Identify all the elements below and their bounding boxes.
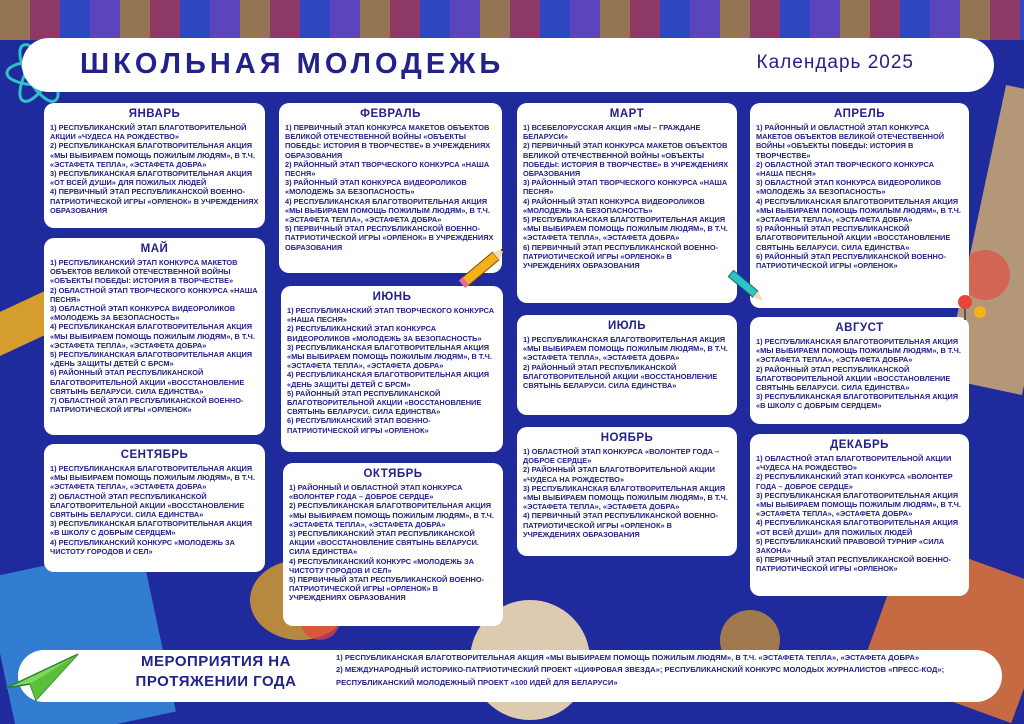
- list-item: 4) РЕСПУБЛИКАНСКАЯ БЛАГОТВОРИТЕЛЬНАЯ АКЦИЯ «ДЕНЬ ЗАЩИТЫ ДЕТЕЙ С БРСМ»: [287, 370, 490, 389]
- month-title: МАЙ: [140, 243, 169, 255]
- list-item: 4) РЕСПУБЛИКАНСКИЙ КОНКУРС «МОЛОДЕЖЬ ЗА ЧИСТОТУ ГОРОДОВ И СЕЛ»: [289, 556, 474, 575]
- month-title: НОЯБРЬ: [600, 432, 654, 444]
- calendar-year-label: Календарь 2025: [756, 52, 914, 73]
- list-item: 2) РАЙОННЫЙ ЭТАП РЕСПУБЛИКАНСКОЙ БЛАГОТВОРИТЕЛЬНОЙ АКЦИИ «ВОССТАНОВЛЕНИЕ СВЯТЫНЬ БЕЛАРУСИ. СИЛА ЕДИНСТВА»: [523, 362, 718, 391]
- list-item: 4) РЕСПУБЛИКАНСКИЙ КОНКУРС «МОЛОДЕЖЬ ЗА ЧИСТОТУ ГОРОДОВ И СЕЛ»: [50, 537, 235, 556]
- list-item: 4) РЕСПУБЛИКАНСКАЯ БЛАГОТВОРИТЕЛЬНАЯ АКЦИЯ «ОТ ВСЕЙ ДУШИ» ДЛЯ ПОЖИЛЫХ ЛЮДЕЙ: [756, 518, 959, 537]
- list-item: 1) РЕСПУБЛИКАНСКАЯ БЛАГОТВОРИТЕЛЬНАЯ АКЦИЯ «МЫ ВЫБИРАЕМ ПОМОЩЬ ПОЖИЛЫМ ЛЮДЯМ», В Т.Ч. «ЭСТАФЕТА ТЕПЛА», «ЭСТАФЕТА ДОБРА»: [523, 335, 728, 363]
- page-title: ШКОЛЬНАЯ МОЛОДЕЖЬ: [80, 48, 505, 80]
- list-item: 3) РЕСПУБЛИКАНСКАЯ БЛАГОТВОРИТЕЛЬНАЯ АКЦИЯ «МЫ ВЫБИРАЕМ ПОМОЩЬ ПОЖИЛЫМ ЛЮДЯМ», В Т.Ч. «ЭСТАФЕТА ТЕПЛА», «ЭСТАФЕТА ДОБРА»: [523, 483, 728, 512]
- list-item: 2) РЕСПУБЛИКАНСКИЙ ЭТАП КОНКУРСА ВИДЕОРОЛИКОВ «МОЛОДЕЖЬ ЗА БЕЗОПАСНОСТЬ»: [287, 324, 482, 343]
- list-item: 6) ПЕРВИЧНЫЙ ЭТАП РЕСПУБЛИКАНСКОЙ ВОЕННО-ПАТРИОТИЧЕСКОЙ ИГРЫ «ОРЛЕНОК» В УЧРЕЖДЕНИЯХ ОБРАЗОВАНИЯ: [523, 242, 719, 271]
- list-item: 5) РАЙОННЫЙ ЭТАП РЕСПУБЛИКАНСКОЙ БЛАГОТВОРИТЕЛЬНОЙ АКЦИИ «ВОССТАНОВЛЕНИЕ СВЯТЫНЬ БЕЛАРУСИ. СИЛА ЕДИНСТВА»: [756, 224, 951, 252]
- month-card-march: [517, 103, 737, 303]
- list-item: 2) ОБЛАСТНОЙ ЭТАП РЕСПУБЛИКАНСКОЙ БЛАГОТВОРИТЕЛЬНОЙ АКЦИИ «ВОССТАНОВЛЕНИЕ СВЯТЫНЬ БЕЛАРУСИ. СИЛА ЕДИНСТВА»: [50, 491, 245, 520]
- list-item: 2) РАЙОННЫЙ ЭТАП БЛАГОТВОРИТЕЛЬНОЙ АКЦИИ «ЧУДЕСА НА РОЖДЕСТВО»: [523, 465, 715, 484]
- list-item: 1) РАЙОННЫЙ И ОБЛАСТНОЙ ЭТАП КОНКУРСА МАКЕТОВ ОБЪЕКТОВ ВЕЛИКОЙ ОТЕЧЕСТВЕННОЙ ВОЙНЫ «ОБЪЕКТЫ ПОБЕДЫ: ИСТОРИЯ В ТВОРЧЕСТВЕ»: [756, 123, 945, 160]
- month-title: АПРЕЛЬ: [833, 108, 886, 120]
- month-title: СЕНТЯБРЬ: [120, 449, 189, 461]
- list-item: 4) ПЕРВИЧНЫЙ ЭТАП РЕСПУБЛИКАНСКОЙ ВОЕННО-ПАТРИОТИЧЕСКОЙ ИГРЫ «ОРЛЕНОК» В УЧРЕЖДЕНИЯХ ОБРАЗОВАНИЯ: [523, 511, 719, 539]
- list-item: 1) РЕСПУБЛИКАНСКАЯ БЛАГОТВОРИТЕЛЬНАЯ АКЦИЯ «МЫ ВЫБИРАЕМ ПОМОЩЬ ПОЖИЛЫМ ЛЮДЯМ», В Т.Ч. «ЭСТАФЕТА ТЕПЛА», «ЭСТАФЕТА ДОБРА»: [756, 337, 961, 365]
- list-item: 7) ОБЛАСТНОЙ ЭТАП РЕСПУБЛИКАНСКОЙ ВОЕННО-ПАТРИОТИЧЕСКОЙ ИГРЫ «ОРЛЕНОК»: [50, 396, 244, 415]
- list-item: 5) ПЕРВИЧНЫЙ ЭТАП РЕСПУБЛИКАНСКОЙ ВОЕННО-ПАТРИОТИЧЕСКОЙ ИГРЫ «ОРЛЁНОК» В УЧРЕЖДЕНИЯХ ОБРАЗОВАНИЯ: [285, 224, 494, 252]
- list-item: 6) РАЙОННЫЙ ЭТАП РЕСПУБЛИКАНСКОЙ ВОЕННО-ПАТРИОТИЧЕСКОЙ ИГРЫ «ОРЛЕНОК»: [756, 251, 947, 271]
- month-card-november: [517, 427, 737, 556]
- month-card-april: [750, 103, 969, 308]
- list-item: 3) РЕСПУБЛИКАНСКАЯ БЛАГОТВОРИТЕЛЬНАЯ АКЦИЯ «В ШКОЛУ С ДОБРЫМ СЕРДЦЕМ»: [756, 392, 959, 411]
- list-item: 5) РАЙОННЫЙ ЭТАП РЕСПУБЛИКАНСКОЙ БЛАГОТВОРИТЕЛЬНОЙ АКЦИИ «ВОССТАНОВЛЕНИЕ СВЯТЫНЬ БЕЛАРУСИ. СИЛА ЕДИНСТВА»: [287, 388, 482, 417]
- month-title: МАРТ: [609, 108, 645, 120]
- list-item: 4) РЕСПУБЛИКАНСКАЯ БЛАГОТВОРИТЕЛЬНАЯ АКЦИЯ «МЫ ВЫБИРАЕМ ПОМОЩЬ ПОЖИЛЫМ ЛЮДЯМ», В Т.Ч. «ЭСТАФЕТА ТЕПЛА», «ЭСТАФЕТА ДОБРА»: [285, 196, 490, 225]
- list-item: 2) МЕЖДУНАРОДНЫЙ ИСТОРИКО-ПАТРИОТИЧЕСКИЙ ПРОЕКТ «ЦИФРОВАЯ ЗВЕЗДА»; РЕСПУБЛИКАНСКИЙ КОНКУРС МОЛОДЫХ ЖУРНАЛИСТОВ «ПРЕСС-КОД»; РЕСПУБЛИКАНСКИЙ МОЛОДЕЖНЫЙ ПРОЕКТ «100 ИДЕЙ ДЛЯ БЕЛАРУСИ»: [336, 665, 945, 687]
- month-title: ИЮНЬ: [372, 291, 412, 303]
- month-card-may: [44, 238, 265, 435]
- list-item: 4) РЕСПУБЛИКАНСКАЯ БЛАГОТВОРИТЕЛЬНАЯ АКЦИЯ «МЫ ВЫБИРАЕМ ПОМОЩЬ ПОЖИЛЫМ ЛЮДЯМ», В Т.Ч. «ЭСТАФЕТА ТЕПЛА», «ЭСТАФЕТА ДОБРА»: [50, 322, 255, 350]
- list-item: 5) РЕСПУБЛИКАНСКИЙ ПРАВОВОЙ ТУРНИР «СИЛА ЗАКОНА»: [756, 536, 945, 556]
- list-item: 5) РЕСПУБЛИКАНСКАЯ БЛАГОТВОРИТЕЛЬНАЯ АКЦИЯ «ДЕНЬ ЗАЩИТЫ ДЕТЕЙ С БРСМ»: [50, 350, 253, 369]
- list-item: 1) РАЙОННЫЙ И ОБЛАСТНОЙ ЭТАП КОНКУРСА «ВОЛОНТЕР ГОДА – ДОБРОЕ СЕРДЦЕ»: [289, 483, 463, 502]
- list-item: 6) РЕСПУБЛИКАНСКИЙ ЭТАП ВОЕННО-ПАТРИОТИЧЕСКОЙ ИГРЫ «ОРЛЕНОК»: [287, 416, 431, 435]
- list-item: 4) РАЙОННЫЙ ЭТАП КОНКУРСА ВИДЕОРОЛИКОВ «МОЛОДЕЖЬ ЗА БЕЗОПАСНОСТЬ»: [523, 196, 705, 215]
- list-item: 2) РЕСПУБЛИКАНСКАЯ БЛАГОТВОРИТЕЛЬНАЯ АКЦИЯ «МЫ ВЫБИРАЕМ ПОМОЩЬ ПОЖИЛЫМ ЛЮДЯМ», В Т.Ч. «ЭСТАФЕТА ТЕПЛА», «ЭСТАФЕТА ДОБРА»: [50, 141, 255, 169]
- list-item: 2) РАЙОННЫЙ ЭТАП РЕСПУБЛИКАНСКОЙ БЛАГОТВОРИТЕЛЬНОЙ АКЦИИ «ВОССТАНОВЛЕНИЕ СВЯТЫНЬ БЕЛАРУСИ. СИЛА ЕДИНСТВА»: [756, 364, 951, 393]
- list-item: 1) ВСЕБЕЛОРУССКАЯ АКЦИЯ «МЫ – ГРАЖДАНЕ БЕЛАРУСИ»: [523, 123, 701, 142]
- month-card-january: [44, 103, 265, 228]
- month-title: ОКТЯБРЬ: [363, 468, 423, 480]
- list-item: 2) ОБЛАСТНОЙ ЭТАП ТВОРЧЕСКОГО КОНКУРСА «НАША ПЕСНЯ»: [50, 285, 258, 304]
- month-title: ФЕВРАЛЬ: [360, 108, 421, 120]
- list-item: 2) ОБЛАСТНОЙ ЭТАП ТВОРЧЕСКОГО КОНКУРСА «НАША ПЕСНЯ»: [756, 159, 934, 179]
- list-item: 3) РАЙОННЫЙ ЭТАП ТВОРЧЕСКОГО КОНКУРСА «НАША ПЕСНЯ»: [523, 178, 728, 197]
- pencil-icon: [455, 235, 515, 295]
- pushpin-icon: [950, 290, 990, 330]
- paper-plane-icon: [2, 648, 82, 708]
- month-title: АВГУСТ: [835, 322, 884, 334]
- list-item: 3) РЕСПУБЛИКАНСКИЙ ЭТАП РЕСПУБЛИКАНСКОЙ АКЦИИ «ВОССТАНОВЛЕНИЕ СВЯТЫНЬ БЕЛАРУСИ. СИЛА ЕДИНСТВА»: [289, 529, 479, 557]
- list-item: 1) РЕСПУБЛИКАНСКИЙ ЭТАП КОНКУРСА МАКЕТОВ ОБЪЕКТОВ ВЕЛИКОЙ ОТЕЧЕСТВЕННОЙ ВОЙНЫ «ОБЪЕКТЫ ПОБЕДЫ: ИСТОРИЯ В ТВОРЧЕСТВЕ»: [50, 258, 238, 286]
- list-item: 6) ПЕРВИЧНЫЙ ЭТАП РЕСПУБЛИКАНСКОЙ ВОЕННО-ПАТРИОТИЧЕСКОЙ ИГРЫ «ОРЛЕНОК»: [756, 555, 952, 574]
- list-item: 1) ОБЛАСТНОЙ ЭТАП КОНКУРСА «ВОЛОНТЕР ГОДА – ДОБРОЕ СЕРДЦЕ»: [523, 447, 720, 466]
- year-round-list: [336, 652, 986, 689]
- list-item: 1) РЕСПУБЛИКАНСКИЙ ЭТАП ТВОРЧЕСКОГО КОНКУРСА «НАША ПЕСНЯ»: [287, 306, 495, 325]
- month-card-december: [750, 434, 969, 596]
- list-item: 1) РЕСПУБЛИКАНСКИЙ ЭТАП БЛАГОТВОРИТЕЛЬНОЙ АКЦИИ «ЧУДЕСА НА РОЖДЕСТВО»: [50, 123, 247, 142]
- list-item: 3) РЕСПУБЛИКАНСКАЯ БЛАГОТВОРИТЕЛЬНАЯ АКЦИЯ «ОТ ВСЕЙ ДУШИ» ДЛЯ ПОЖИЛЫХ ЛЮДЕЙ: [50, 169, 253, 188]
- list-item: 3) РЕСПУБЛИКАНСКАЯ БЛАГОТВОРИТЕЛЬНАЯ АКЦИЯ «МЫ ВЫБИРАЕМ ПОМОЩЬ ПОЖИЛЫМ ЛЮДЯМ», В Т.Ч. «ЭСТАФЕТА ТЕПЛА», «ЭСТАФЕТА ДОБРА»: [287, 342, 492, 371]
- month-title: ИЮЛЬ: [607, 320, 647, 332]
- list-item: 3) ОБЛАСТНОЙ ЭТАП КОНКУРСА ВИДЕОРОЛИКОВ «МОЛОДЕЖЬ ЗА БЕЗОПАСНОСТЬ»: [50, 304, 236, 323]
- month-card-september: [44, 444, 265, 572]
- pencil-icon: [722, 262, 772, 312]
- list-item: 3) РЕСПУБЛИКАНСКАЯ БЛАГОТВОРИТЕЛЬНАЯ АКЦИЯ «В ШКОЛУ С ДОБРЫМ СЕРДЦЕМ»: [50, 519, 253, 538]
- list-item: 1) ОБЛАСТНОЙ ЭТАП БЛАГОТВОРИТЕЛЬНОЙ АКЦИИ «ЧУДЕСА НА РОЖДЕСТВО»: [756, 454, 952, 473]
- list-item: 2) РАЙОННЫЙ ЭТАП ТВОРЧЕСКОГО КОНКУРСА «НАША ПЕСНЯ»: [285, 159, 490, 179]
- month-title: ДЕКАБРЬ: [830, 439, 889, 451]
- list-item: 5) РЕСПУБЛИКАНСКАЯ БЛАГОТВОРИТЕЛЬНАЯ АКЦИЯ «МЫ ВЫБИРАЕМ ПОМОЩЬ ПОЖИЛЫМ ЛЮДЯМ», В Т.Ч. «ЭСТАФЕТА ТЕПЛА», «ЭСТАФЕТА ДОБРА»: [523, 215, 728, 243]
- list-item: 2) РЕСПУБЛИКАНСКАЯ БЛАГОТВОРИТЕЛЬНАЯ АКЦИЯ «МЫ ВЫБИРАЕМ ПОМОЩЬ ПОЖИЛЫМ ЛЮДЯМ», В Т.Ч. «ЭСТАФЕТА ТЕПЛА», «ЭСТАФЕТА ДОБРА»: [289, 501, 494, 529]
- list-item: 4) ПЕРВИЧНЫЙ ЭТАП РЕСПУБЛИКАНСКОЙ ВОЕННО-ПАТРИОТИЧЕСКОЙ ИГРЫ «ОРЛЕНОК» В УЧРЕЖДЕНИЯХ ОБРАЗОВАНИЯ: [50, 187, 259, 215]
- list-item: 2) РЕСПУБЛИКАНСКИЙ ЭТАП КОНКУРСА «ВОЛОНТЕР ГОДА – ДОБРОЕ СЕРДЦЕ»: [756, 472, 953, 491]
- list-item: 5) ПЕРВИЧНЫЙ ЭТАП РЕСПУБЛИКАНСКОЙ ВОЕННО-ПАТРИОТИЧЕСКОЙ ИГРЫ «ОРЛЕНОК» В УЧРЕЖДЕНИЯХ ОБРАЗОВАНИЯ: [289, 575, 485, 603]
- list-item: 3) ОБЛАСТНОЙ ЭТАП КОНКУРСА ВИДЕОРОЛИКОВ «МОЛОДЕЖЬ ЗА БЕЗОПАСНОСТЬ»: [756, 178, 942, 197]
- month-card-august: [750, 317, 969, 424]
- list-item: 6) РАЙОННЫЙ ЭТАП РЕСПУБЛИКАНСКОЙ БЛАГОТВОРИТЕЛЬНОЙ АКЦИИ «ВОССТАНОВЛЕНИЕ СВЯТЫНЬ БЕЛАРУСИ. СИЛА ЕДИНСТВА»: [50, 368, 245, 396]
- month-card-october: [283, 463, 503, 626]
- year-round-title: МЕРОПРИЯТИЯ НА ПРОТЯЖЕНИИ ГОДА: [135, 653, 297, 690]
- list-item: 3) РЕСПУБЛИКАНСКАЯ БЛАГОТВОРИТЕЛЬНАЯ АКЦИЯ «МЫ ВЫБИРАЕМ ПОМОЩЬ ПОЖИЛЫМ ЛЮДЯМ», В Т.Ч. «ЭСТАФЕТА ТЕПЛА», «ЭСТАФЕТА ДОБРА»: [756, 490, 961, 519]
- list-item: 1) РЕСПУБЛИКАНСКАЯ БЛАГОТВОРИТЕЛЬНАЯ АКЦИЯ «МЫ ВЫБИРАЕМ ПОМОЩЬ ПОЖИЛЫМ ЛЮДЯМ», В Т.Ч. «ЭСТАФЕТА ТЕПЛА», «ЭСТАФЕТА ДОБРА»: [336, 653, 920, 662]
- month-title: ЯНВАРЬ: [128, 108, 181, 120]
- month-card-july: [517, 315, 737, 415]
- list-item: 4) РЕСПУБЛИКАНСКАЯ БЛАГОТВОРИТЕЛЬНАЯ АКЦИЯ «МЫ ВЫБИРАЕМ ПОМОЩЬ ПОЖИЛЫМ ЛЮДЯМ», В Т.Ч. «ЭСТАФЕТА ТЕПЛА», «ЭСТАФЕТА ДОБРА»: [756, 196, 961, 225]
- list-item: 1) РЕСПУБЛИКАНСКАЯ БЛАГОТВОРИТЕЛЬНАЯ АКЦИЯ «МЫ ВЫБИРАЕМ ПОМОЩЬ ПОЖИЛЫМ ЛЮДЯМ», В Т.Ч. «ЭСТАФЕТА ТЕПЛА», «ЭСТАФЕТА ДОБРА»: [50, 464, 255, 492]
- list-item: 3) РАЙОННЫЙ ЭТАП КОНКУРСА ВИДЕОРОЛИКОВ «МОЛОДЕЖЬ ЗА БЕЗОПАСНОСТЬ»: [285, 178, 467, 197]
- list-item: 2) ПЕРВИЧНЫЙ ЭТАП КОНКУРСА МАКЕТОВ ОБЪЕКТОВ ВЕЛИКОЙ ОТЕЧЕСТВЕННОЙ ВОЙНЫ «ОБЪЕКТЫ ПОБЕДЫ: ИСТОРИЯ В ТВОРЧЕСТВЕ» В УЧРЕЖДЕНИЯХ ОБРАЗОВАНИЯ: [523, 141, 729, 179]
- list-item: 1) ПЕРВИЧНЫЙ ЭТАП КОНКУРСА МАКЕТОВ ОБЪЕКТОВ ВЕЛИКОЙ ОТЕЧЕСТВЕННОЙ ВОЙНЫ «ОБЪЕКТЫ ПОБЕДЫ: ИСТОРИЯ В ТВОРЧЕСТВЕ» В УЧРЕЖДЕНИЯХ ОБРАЗОВАНИЯ: [285, 123, 491, 160]
- month-card-june: [281, 286, 503, 452]
